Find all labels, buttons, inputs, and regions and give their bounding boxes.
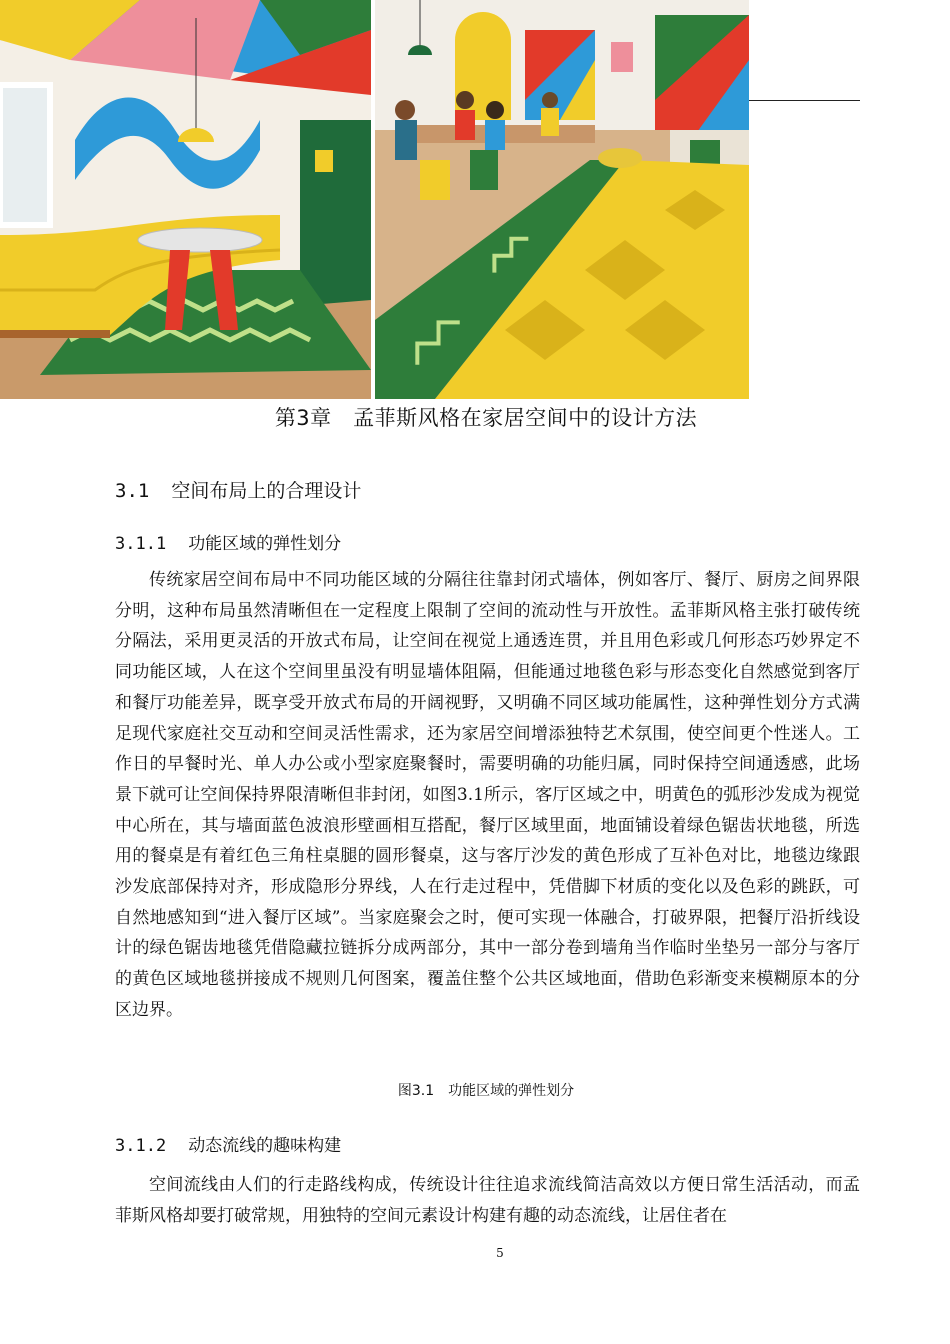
- section-heading: [115, 476, 361, 503]
- subsection-title-1: 功能区域的弹性划分: [188, 534, 342, 554]
- section-number: 3.1: [115, 480, 150, 502]
- section-title: 空间布局上的合理设计: [171, 480, 362, 502]
- header-rule: [748, 100, 860, 101]
- subsection-title-2: 动态流线的趣味构建: [188, 1136, 342, 1156]
- subsection-number-1: 3.1.1: [115, 534, 167, 554]
- subsection-heading-1: [115, 529, 341, 554]
- figure-living-room-image: [0, 0, 371, 399]
- body-paragraph-2: 空间流线由人们的行走路线构成，传统设计往往追求流线简洁高效以方便日常生活活动，而孟菲斯风格却要打破常规，用独特的空间元素设计构建有趣的动态流线，让居住者在: [115, 1175, 860, 1226]
- body-paragraph-1: 传统家居空间布局中不同功能区域的分隔往往靠封闭式墙体，例如客厅、餐厅、厨房之间界限分明，这种布局虽然清晰但在一定程度上限制了空间的流动性与开放性。孟菲斯风格主张打破传统分隔法，采用更灵活的开放式布局，让空间在视觉上通透连贯，并且用色彩或几何形态巧妙界定不同功能区域，人在这个空间里虽没有明显墙体阻隔，但能通过地毯色彩与形态变化自然感觉到客厅和餐厅功能差异，既享受开放式布局的开阔视野，又明确不同区域功能属性，这种弹性划分方式满足现代家庭社交互动和空间灵活性需求，还为家居空间增添独特艺术氛围，使空间更个性迷人。工作日的早餐时光、单人办公或小型家庭聚餐时，需要明确的功能归属，同时保持空间通透感，此场景下就可让空间保持界限清晰但非封闭，如图3.1所示，客厅区域之中，明黄色的弧形沙发成为视觉中心所在，其与墙面蓝色波浪形壁画相互搭配，餐厅区域里面，地面铺设着绿色锯齿状地毯，所选用的餐桌是有着红色三角柱桌腿的圆形餐桌，这与客厅沙发的黄色形成了互补色对比，地毯边缘跟沙发底部保持对齐，形成隐形分界线，人在行走过程中，凭借脚下材质的变化以及色彩的跳跃，可自然地感知到“进入餐厅区域”。当家庭聚会之时，便可实现一体融合，打破界限，把餐厅沿折线设计的绿色锯齿地毯凭借隐藏拉链拆分成两部分，其中一部分卷到墙角当作临时坐垫另一部分与客厅的黄色区域地毯拼接成不规则几何图案，覆盖住整个公共区域地面，借助色彩渐变来模糊原本的分区边界。: [115, 570, 860, 1020]
- subsection-number-2: 3.1.2: [115, 1136, 167, 1156]
- figure-dining-gathering-image: [375, 0, 749, 399]
- figure-caption: 图3.1 功能区域的弹性划分: [397, 1083, 575, 1099]
- chapter-title: 第3章 孟菲斯风格在家居空间中的设计方法: [274, 406, 698, 430]
- subsection-heading-2: [115, 1131, 341, 1156]
- page-number: 5: [496, 1246, 504, 1260]
